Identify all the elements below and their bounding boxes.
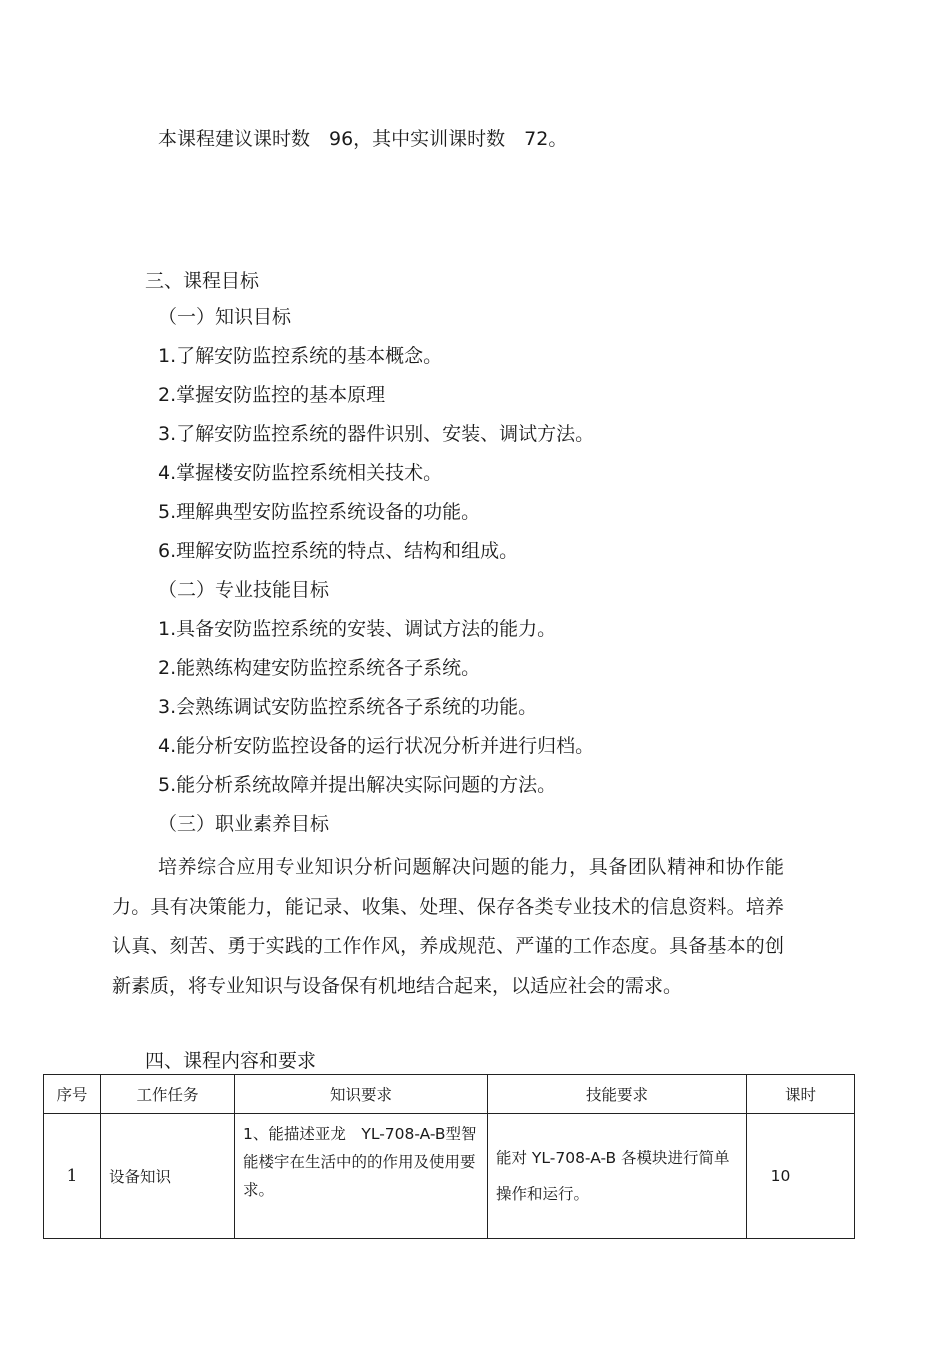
knowledge-item: 5.理解典型安防监控系统设备的功能。 — [158, 501, 481, 523]
skills-item: 4.能分析安防监控设备的运行状况分析并进行归档。 — [158, 735, 595, 757]
cell-hours: 10 — [747, 1114, 855, 1239]
header-number: 序号 — [44, 1075, 101, 1114]
knowledge-heading: （一）知识目标 — [158, 306, 292, 328]
knowledge-item: 3.了解安防监控系统的器件识别、安装、调试方法。 — [158, 423, 595, 445]
quality-paragraph: 培养综合应用专业知识分析问题解决问题的能力，具备团队精神和协作能力。具有决策能力，能记录、收集、处理、保存各类专业技术的信息资料。培养认真、刻苦、勇于实践的工作作风，养成规范、严谨的工作态度。具备基本的创新素质，将专业知识与设备保有机地结合起来，以适应社会的需求。 — [112, 856, 784, 997]
cell-knowledge: 1、能描述亚龙 YL-708-A-B型智能楼宇在生活中的的作用及使用要求。 — [235, 1114, 488, 1239]
skills-item: 3.会熟练调试安防监控系统各子系统的功能。 — [158, 696, 538, 718]
header-task: 工作任务 — [101, 1075, 235, 1114]
skills-item: 1.具备安防监控系统的安装、调试方法的能力。 — [158, 618, 557, 640]
knowledge-item: 1.了解安防监控系统的基本概念。 — [158, 345, 443, 367]
table-row — [44, 1114, 855, 1239]
header-knowledge: 知识要求 — [235, 1075, 488, 1114]
knowledge-item: 2.掌握安防监控的基本原理 — [158, 384, 386, 406]
skills-item: 5.能分析系统故障并提出解决实际问题的方法。 — [158, 774, 557, 796]
skills-heading: （二）专业技能目标 — [158, 579, 330, 601]
skills-item: 2.能熟练构建安防监控系统各子系统。 — [158, 657, 481, 679]
knowledge-item: 6.理解安防监控系统的特点、结构和组成。 — [158, 540, 519, 562]
quality-heading: （三）职业素养目标 — [158, 813, 330, 835]
header-skill: 技能要求 — [488, 1075, 747, 1114]
cell-number: 1 — [44, 1114, 101, 1239]
cell-skill: 能对 YL-708-A-B 各模块进行简单操作和运行。 — [488, 1114, 747, 1239]
section4-heading: 四、课程内容和要求 — [145, 1050, 317, 1072]
course-content-table — [43, 1074, 855, 1239]
section3-heading: 三、课程目标 — [145, 270, 260, 292]
intro-line: 本课程建议课时数 96，其中实训课时数 72。 — [158, 128, 568, 150]
table-header-row — [44, 1075, 855, 1114]
header-hours: 课时 — [747, 1075, 855, 1114]
knowledge-item: 4.掌握楼安防监控系统相关技术。 — [158, 462, 443, 484]
cell-task: 设备知识 — [101, 1114, 235, 1239]
